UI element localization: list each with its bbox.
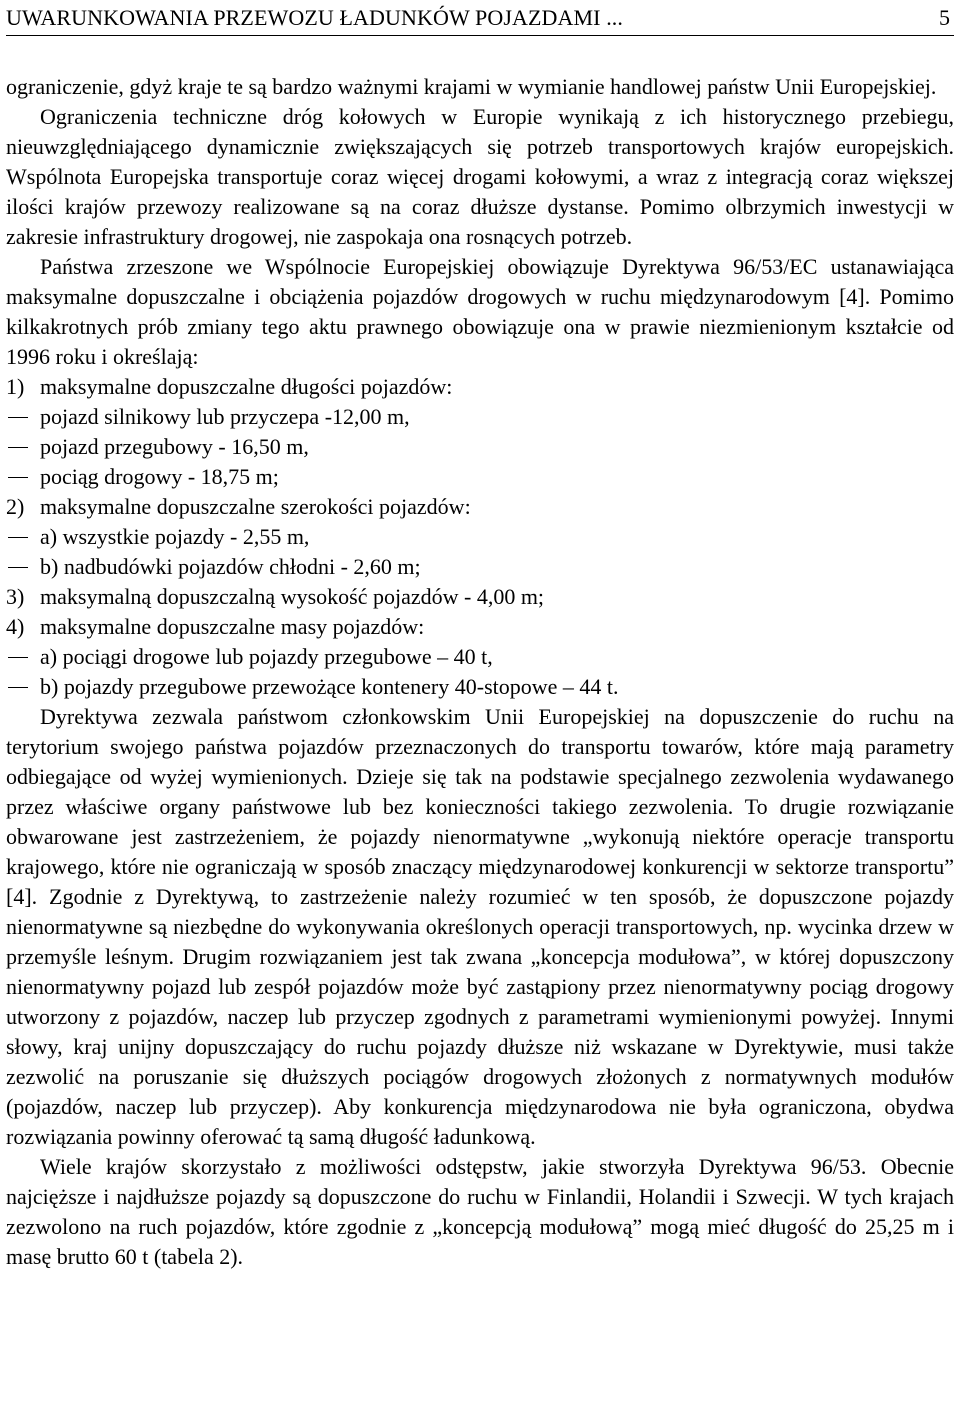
dash-bullet-icon (6, 402, 40, 432)
running-header (6, 0, 954, 36)
numbered-list-item (6, 582, 954, 612)
list-number: 1) (6, 374, 25, 399)
page-number: 5 (939, 5, 950, 30)
paragraph: Dyrektywa zezwala państwom członkowskim Unii Europejskiej na dopuszczenie do ruchu na terytorium swojego państwa pojazdów przeznaczonych do transportu towarów, które mają parametry odbiegające od wyżej wymienionych. Dzieje się tak na podstawie specjalnego zezwolenia wydawanego przez właściwe organy państwowe lub bez konieczności takiego zezwolenia. To drugie rozwiązanie obwarowane jest zastrzeżeniem, że pojazdy nienormatywne „wykonują niektóre operacje transportu krajowego, które nie ograniczają w sposób znaczący międzynarodowej konkurencji w sektorze transportu” [4]. Zgodnie z Dyrektywą, to zastrzeżenie należy rozumieć w ten sposób, że dopuszczone pojazdy nienormatywne są niezbędne do wykonywania określonych operacji transportowych, np. wycinka drzew w przemyśle leśnym. Drugim rozwiązaniem jest tak zwana „koncepcja modułowa”, w której dopuszczony nienormatywny pojazd lub zespół pojazdów może być zastąpiony przez nienormatywny pociąg drogowy utworzony z pojazdów, naczep lub przyczep zgodnych z parametrami wymienionymi powyżej. Innymi słowy, kraj unijny dopuszczający do ruchu pojazdy dłuższe niż wskazane w Dyrektywie, musi także zezwolić na poruszanie się dłuższych pociągów drogowych złożonych z normatywnych modułów (pojazdów, naczep lub przyczep). Aby konkurencja międzynarodowa nie była ograniczona, obydwa rozwiązania powinny oferować tą samą długość ładunkową. (6, 704, 954, 1149)
list-item-text: pojazd silnikowy lub przyczepa -12,00 m, (40, 404, 410, 429)
dash-bullet-icon (6, 672, 40, 702)
list-item-text: a) pociągi drogowe lub pojazdy przegubowe – 40 t, (40, 644, 493, 669)
list-item-text: maksymalne dopuszczalne szerokości pojazdów: (40, 494, 471, 519)
paragraph: ograniczenie, gdyż kraje te są bardzo ważnymi krajami w wymianie handlowej państw Unii Europejskiej. (6, 74, 937, 99)
paragraph: Wiele krajów skorzystało z możliwości odstępstw, jakie stworzyła Dyrektywa 96/53. Obecnie najcięższe i najdłuższe pojazdy są dopuszczone do ruchu w Finlandii, Holandii i Szwecji. W tych krajach zezwolono na ruch pojazdów, które zgodnie z „koncepcją modułową” mogą mieć długość do 25,25 m i masę brutto 60 t (tabela 2). (6, 1154, 954, 1269)
dash-list-item (6, 432, 954, 462)
list-item-text: pojazd przegubowy - 16,50 m, (40, 434, 309, 459)
dash-bullet-icon (6, 552, 40, 582)
body-text (6, 72, 954, 1272)
dash-bullet-icon (6, 642, 40, 672)
list-item-text: pociąg drogowy - 18,75 m; (40, 464, 279, 489)
paragraph: Państwa zrzeszone we Wspólnocie Europejskiej obowiązuje Dyrektywa 96/53/EC ustanawiająca maksymalne dopuszczalne i obciążenia pojazdów drogowych w ruchu międzynarodowym [4]. Pomimo kilkakrotnych prób zmiany tego aktu prawnego obowiązuje ona w prawie niezmienionym kształcie od 1996 roku i określają: (6, 254, 954, 369)
list-number: 2) (6, 494, 25, 519)
list-item-text: maksymalną dopuszczalną wysokość pojazdów - 4,00 m; (40, 584, 545, 609)
list-number: 4) (6, 614, 25, 639)
list-item-text: a) wszystkie pojazdy - 2,55 m, (40, 524, 310, 549)
list-item-text: b) nadbudówki pojazdów chłodni - 2,60 m; (40, 554, 421, 579)
list-item-text: b) pojazdy przegubowe przewożące kontenery 40-stopowe – 44 t. (40, 674, 619, 699)
dash-list-item (6, 672, 954, 702)
dash-list-item (6, 642, 954, 672)
list-item-text: maksymalne dopuszczalne masy pojazdów: (40, 614, 425, 639)
numbered-list-item (6, 372, 954, 402)
numbered-list-item (6, 492, 954, 522)
dash-list-item (6, 522, 954, 552)
dash-bullet-icon (6, 522, 40, 552)
dash-list-item (6, 402, 954, 432)
header-title: UWARUNKOWANIA PRZEWOZU ŁADUNKÓW POJAZDAMI ... (6, 5, 623, 30)
dash-bullet-icon (6, 462, 40, 492)
dash-list-item (6, 552, 954, 582)
list-number: 3) (6, 584, 25, 609)
dash-bullet-icon (6, 432, 40, 462)
paragraph: Ograniczenia techniczne dróg kołowych w Europie wynikają z ich historycznego przebiegu, nieuwzględniającego dynamicznie zwiększających się potrzeb transportowych krajów europejskich. Wspólnota Europejska transportuje coraz więcej drogami kołowymi, a wraz z integracją coraz większej ilości krajów przewozy realizowane są na coraz dłuższe dystanse. Pomimo olbrzymich inwestycji w zakresie infrastruktury drogowej, nie zaspokaja ona rosnących potrzeb. (6, 104, 954, 249)
dash-list-item (6, 462, 954, 492)
list-item-text: maksymalne dopuszczalne długości pojazdów: (40, 374, 453, 399)
numbered-list-item (6, 612, 954, 642)
